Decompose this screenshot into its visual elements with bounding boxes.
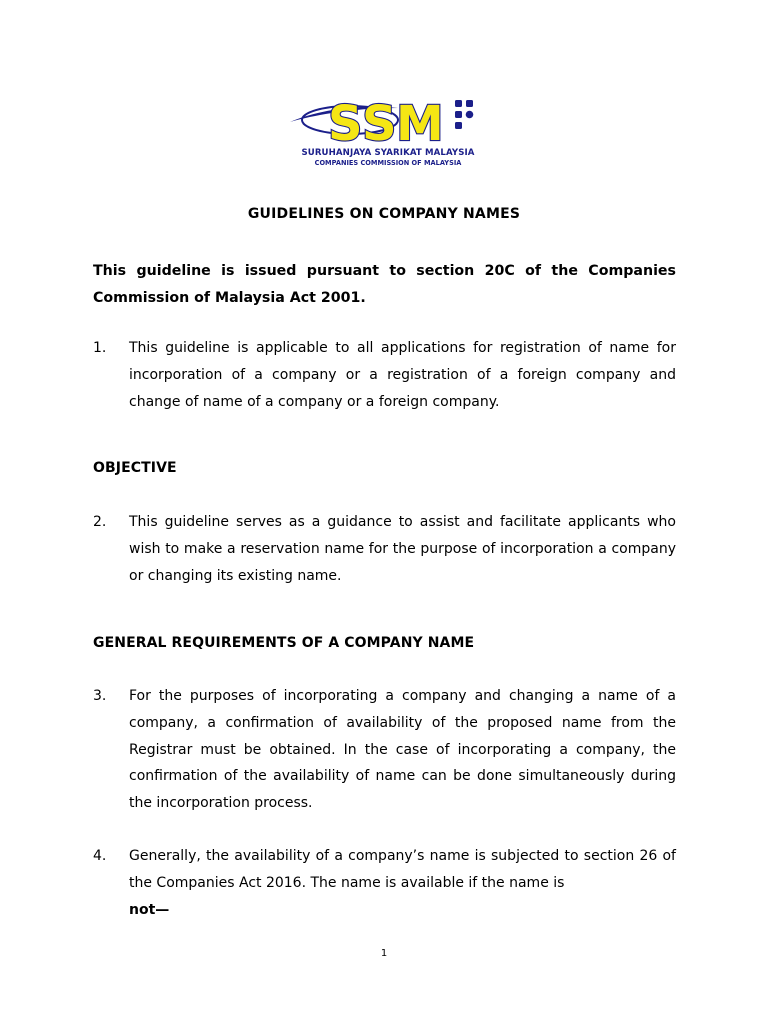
svg-text:S: S [328, 96, 363, 148]
heading-objective: OBJECTIVE [93, 460, 177, 476]
paragraph-number: 4. [93, 848, 107, 864]
paragraph-text [129, 843, 676, 923]
ssm-logo-mark [288, 92, 488, 148]
paragraph-text: This guideline serves as a guidance to assist and facilitate applicants who wish to make a reservation name for the purpose of incorporation a company or changing its existing name. [129, 514, 676, 584]
paragraph-number: 1. [93, 340, 107, 356]
paragraph-text-main: Generally, the availability of a company’s name is subjected to section 26 of the Companies Act 2016. The name is available if the name is [129, 848, 676, 891]
paragraph-number: 2. [93, 514, 107, 530]
paragraph-text: This guideline is applicable to all applications for registration of name for incorporation of a company or a registration of a foreign company and change of name of a company or a foreign company. [129, 340, 676, 410]
paragraph-text: For the purposes of incorporating a company and changing a name of a company, a confirmation of availability of the proposed name from the Registrar must be obtained. In the case of incorporating a company, the confirmation of the availability of name can be done simultaneously during the incorporation process. [129, 688, 676, 812]
page-number: 1 [380, 948, 388, 959]
document-title: GUIDELINES ON COMPANY NAMES [247, 206, 521, 222]
heading-general-requirements: GENERAL REQUIREMENTS OF A COMPANY NAME [93, 635, 475, 651]
logo-text-malay: SURUHANJAYA SYARIKAT MALAYSIA [301, 148, 475, 158]
ssm-logo [288, 92, 488, 172]
paragraph-number: 3. [93, 688, 107, 704]
logo-text-english: COMPANIES COMMISSION OF MALAYSIA [314, 159, 462, 167]
paragraph-emphasis: not— [129, 901, 170, 918]
preamble: This guideline is issued pursuant to section 20C of the Companies Commission of Malaysia Act 2001. [93, 263, 676, 306]
svg-text:S: S [362, 96, 397, 148]
svg-text:M: M [396, 96, 444, 148]
